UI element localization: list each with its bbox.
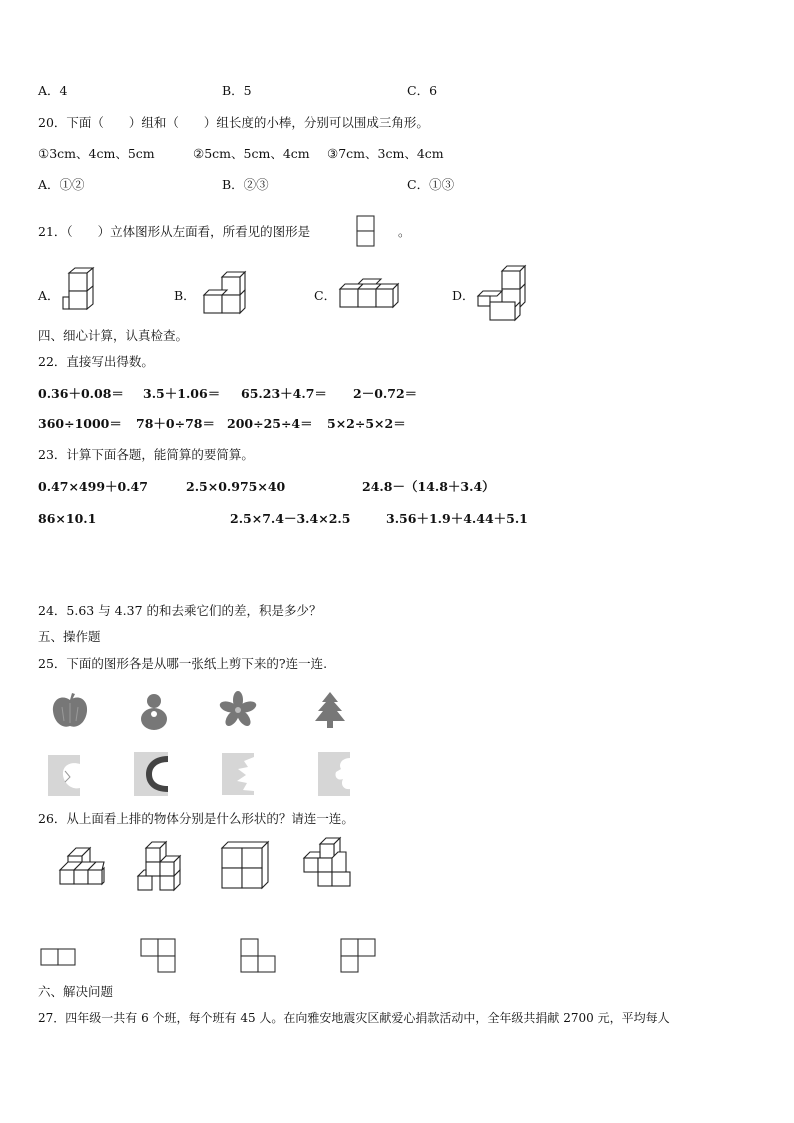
paper-with-tree-hole-image[interactable]: [318, 752, 352, 798]
q19-option-a[interactable]: A．4: [38, 83, 68, 98]
q22-item[interactable]: 0.36＋0.08＝: [38, 386, 124, 401]
q23-item[interactable]: 2.5×0.975×40: [186, 479, 286, 494]
q21-option-a-cubes[interactable]: [60, 268, 100, 318]
q20-option-a[interactable]: A．①②: [38, 177, 85, 192]
q22-item[interactable]: 5×2÷5×2＝: [327, 416, 406, 431]
q21-option-c-cubes[interactable]: [338, 276, 400, 310]
apple-cutout-image[interactable]: [50, 691, 90, 731]
paper-with-gourd-hole-image[interactable]: [134, 752, 170, 798]
q25-stem: 25．下面的图形各是从哪一张纸上剪下来的?连一连.: [38, 656, 328, 671]
q27-stem: 27．四年级一共有 6 个班，每个班有 45 人。在向雅安地震灾区献爱心捐款活动中，全年级共捐献 2700 元，平均每人: [38, 1011, 670, 1025]
section-5-title: 五、操作题: [38, 629, 101, 644]
q21-option-d[interactable]: D．: [452, 288, 475, 303]
q20-option-c[interactable]: C．①③: [407, 177, 455, 192]
top-view-1-figure[interactable]: [40, 948, 78, 968]
q22-item[interactable]: 200÷25÷4＝: [227, 416, 313, 431]
q21-stem: 21．（ ）立体图形从左面看，所看见的图形是: [38, 224, 311, 239]
q23-item[interactable]: 24.8－（14.8＋3.4）: [362, 479, 495, 494]
q22-item[interactable]: 2－0.72＝: [353, 386, 418, 401]
flower-cutout-image[interactable]: [218, 690, 258, 730]
q21-option-c[interactable]: C．: [314, 288, 337, 303]
section-4-title: 四、细心计算，认真检查。: [38, 328, 189, 343]
q21-option-b[interactable]: B．: [174, 288, 196, 303]
q26-stem: 26．从上面看上排的物体分别是什么形状的？请连一连。: [38, 811, 354, 826]
q19-option-b[interactable]: B．5: [222, 83, 252, 98]
q23-item[interactable]: 2.5×7.4－3.4×2.5: [230, 511, 351, 526]
q26-object-4-cubes[interactable]: [302, 838, 354, 892]
q21-stem-end: 。: [398, 224, 411, 239]
q20-stem: 20．下面（ ）组和（ ）组长度的小棒，分别可以围成三角形。: [38, 115, 429, 130]
q20-set-2: ②5cm、5cm、4cm: [193, 146, 310, 161]
q19-option-c[interactable]: C．6: [407, 83, 438, 98]
q24-stem: 24．5.63 与 4.37 的和去乘它们的差，积是多少？: [38, 603, 322, 618]
q21-option-a[interactable]: A．: [38, 288, 60, 303]
tree-cutout-image[interactable]: [312, 690, 348, 730]
top-view-3-figure[interactable]: [240, 938, 280, 974]
top-view-4-figure[interactable]: [340, 938, 380, 974]
section-6-title: 六、解决问题: [38, 984, 114, 999]
paper-with-flower-hole-image[interactable]: [222, 753, 256, 797]
q22-item[interactable]: 3.5＋1.06＝: [143, 386, 221, 401]
q20-set-3: ③7cm、3cm、4cm: [327, 146, 444, 161]
q22-item[interactable]: 65.23＋4.7＝: [241, 386, 327, 401]
q22-stem: 22．直接写出得数。: [38, 354, 154, 369]
q22-item[interactable]: 360÷1000＝: [38, 416, 122, 431]
q26-object-3-cubes[interactable]: [220, 840, 270, 890]
q21-option-b-cubes[interactable]: [202, 272, 252, 318]
q26-object-2-cubes[interactable]: [136, 840, 190, 892]
q23-item[interactable]: 86×10.1: [38, 511, 97, 526]
q21-option-d-cubes[interactable]: [476, 266, 528, 322]
q20-set-1: ①3cm、4cm、5cm: [38, 146, 155, 161]
q21-left-view-figure: [356, 215, 376, 248]
q26-object-1-cubes[interactable]: [55, 848, 107, 890]
q22-item[interactable]: 78＋0÷78＝: [136, 416, 215, 431]
paper-with-apple-hole-image[interactable]: [48, 755, 82, 797]
gourd-cutout-image[interactable]: [134, 690, 174, 732]
top-view-2-figure[interactable]: [140, 938, 180, 974]
q23-item[interactable]: 3.56＋1.9＋4.44＋5.1: [386, 511, 528, 526]
q20-option-b[interactable]: B．②③: [222, 177, 269, 192]
q23-item[interactable]: 0.47×499＋0.47: [38, 479, 148, 494]
q23-stem: 23．计算下面各题，能简算的要简算。: [38, 447, 254, 462]
